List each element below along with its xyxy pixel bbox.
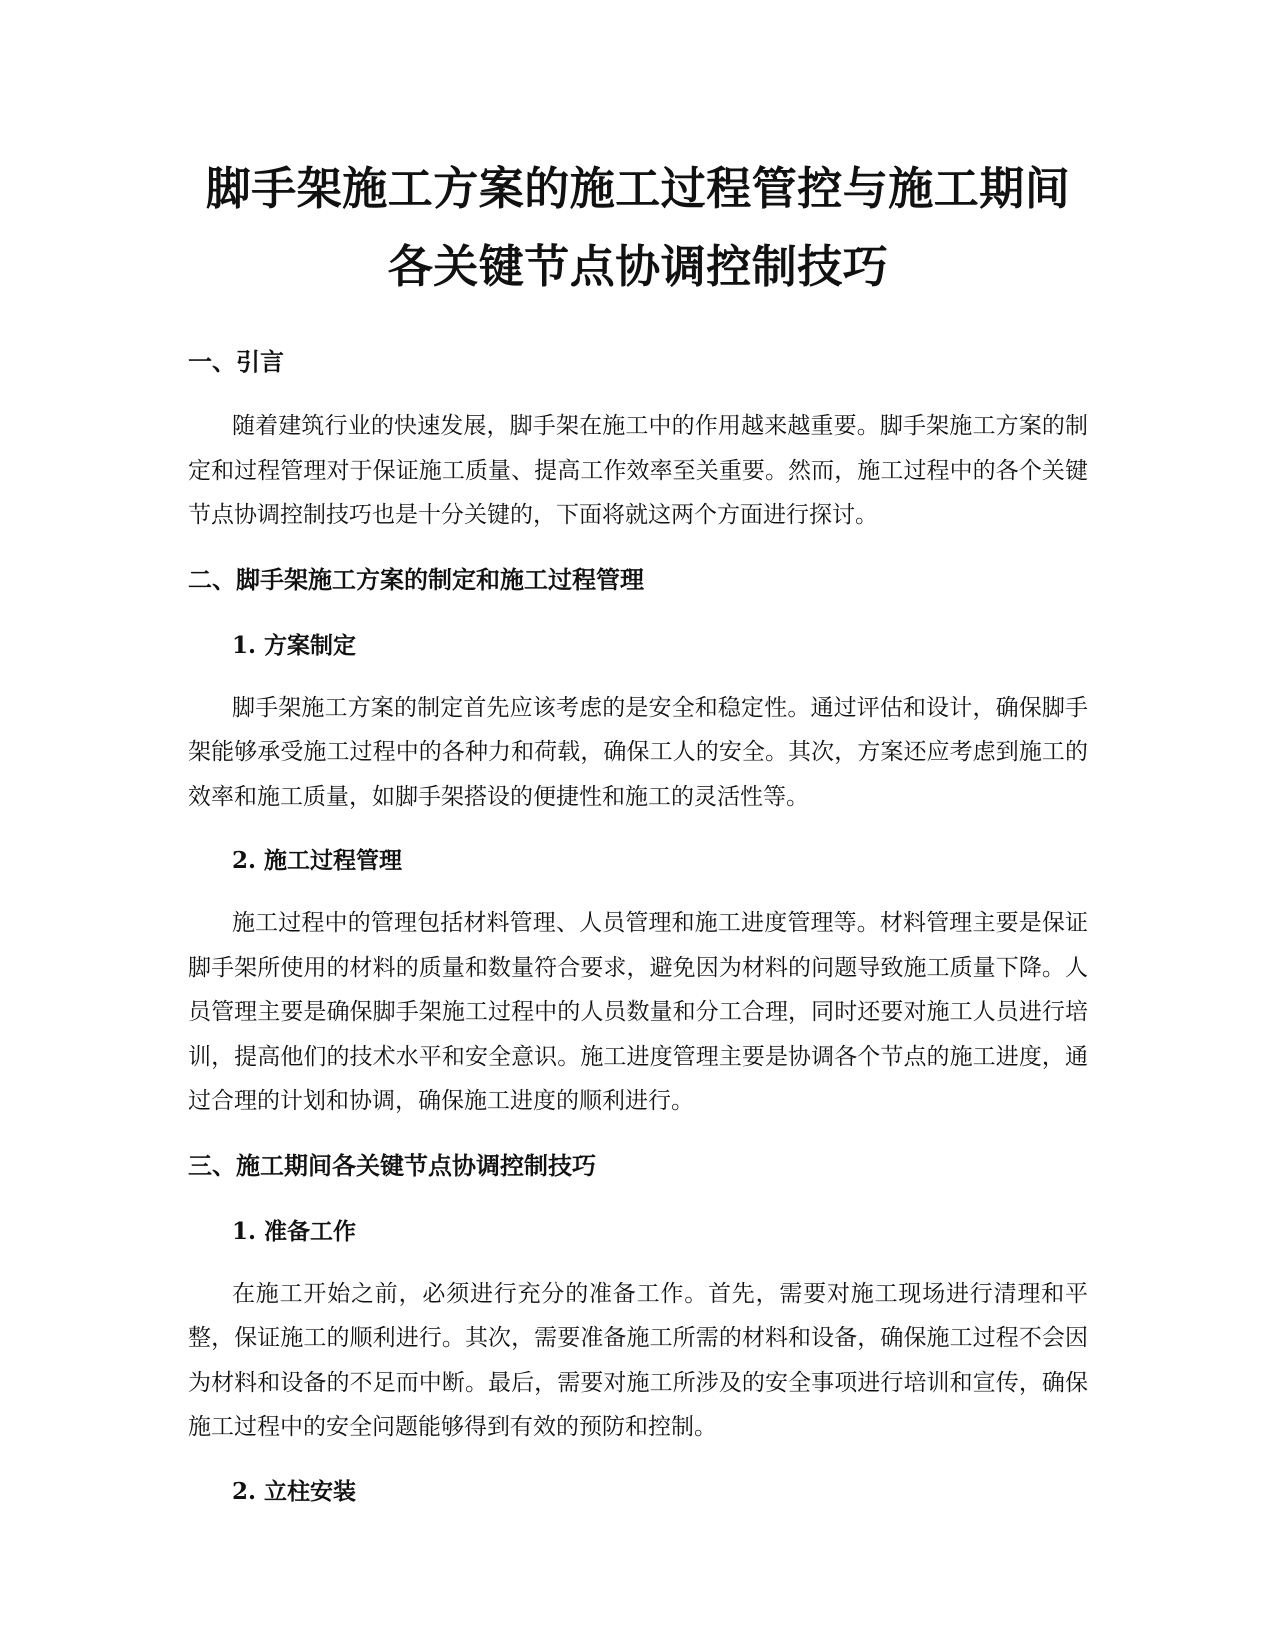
subsection-heading-preparation: 1. 准备工作 (232, 1217, 357, 1245)
section-heading-introduction: 一、引言 (188, 348, 284, 376)
paragraph-preparation: 在施工开始之前，必须进行充分的准备工作。首先，需要对施工现场进行清理和平整，保证施工的顺利进行。其次，需要准备施工所需的材料和设备，确保施工过程不会因为材料和设备的不足而中断。最后，需要对施工所涉及的安全事项进行培训和宣传，确保施工过程中的安全问题能够得到有效的预防和控制。 (188, 1280, 1088, 1440)
document-page (188, 150, 1088, 1510)
paragraph-process-management: 施工过程中的管理包括材料管理、人员管理和施工进度管理等。材料管理主要是保证脚手架所使用的材料的质量和数量符合要求，避免因为材料的问题导致施工质量下降。人员管理主要是确保脚手架施工过程中的人员数量和分工合理，同时还要对施工人员进行培训，提高他们的技术水平和安全意识。施工进度管理主要是协调各个节点的施工进度，通过合理的计划和协调，确保施工进度的顺利进行。 (188, 910, 1088, 1114)
section-heading-key-node-coordination: 三、施工期间各关键节点协调控制技巧 (188, 1151, 596, 1180)
subsection-heading-process-management: 2. 施工过程管理 (232, 847, 403, 874)
subsection-heading-column-installation: 2. 立柱安装 (232, 1477, 357, 1505)
paragraph-plan-formulation: 脚手架施工方案的制定首先应该考虑的是安全和稳定性。通过评估和设计，确保脚手架能够承受施工过程中的各种力和荷载，确保工人的安全。其次，方案还应考虑到施工的效率和施工质量，如脚手架搭设的便捷性和施工的灵活性等。 (188, 694, 1088, 810)
section-heading-plan-and-management: 二、脚手架施工方案的制定和施工过程管理 (188, 565, 644, 594)
paragraph-introduction: 随着建筑行业的快速发展，脚手架在施工中的作用越来越重要。脚手架施工方案的制定和过程管理对于保证施工质量、提高工作效率至关重要。然而，施工过程中的各个关键节点协调控制技巧也是十分关键的，下面将就这两个方面进行探讨。 (188, 413, 1088, 528)
title-line-2: 各关键节点协调控制技巧 (387, 240, 889, 293)
title-line-1: 脚手架施工方案的施工过程管控与施工期间 (205, 162, 1071, 215)
subsection-heading-plan-formulation: 1. 方案制定 (232, 631, 357, 659)
document-title (188, 150, 1088, 306)
